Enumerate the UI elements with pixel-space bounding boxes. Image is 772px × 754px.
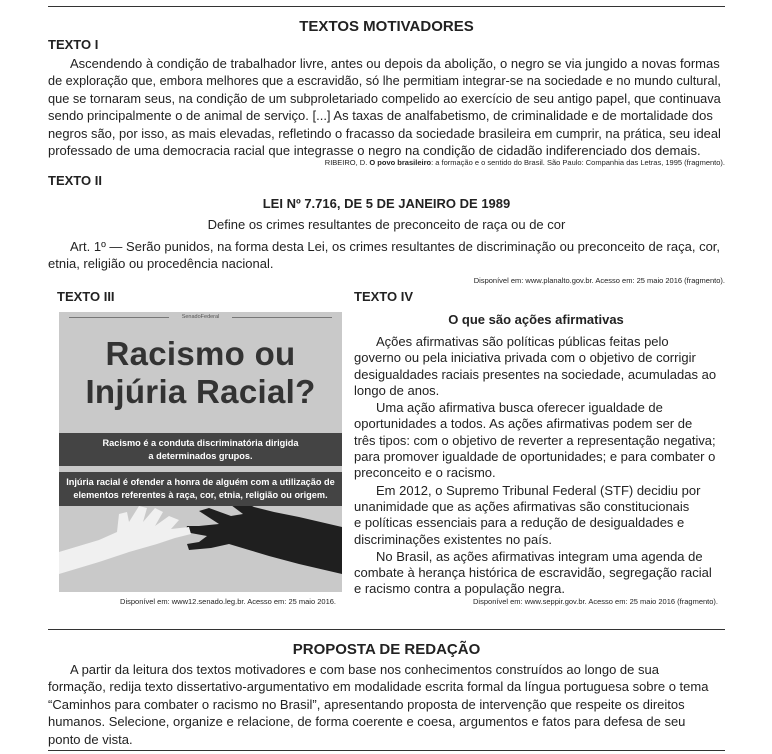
texto2-label: TEXTO II bbox=[48, 173, 102, 188]
poster-headline-1: Racismo ou bbox=[105, 335, 296, 372]
poster-band2-line: elementos referentes à raça, cor, etnia, religião ou origem. bbox=[73, 490, 328, 500]
texto1-body bbox=[48, 55, 725, 159]
texto4-label: TEXTO IV bbox=[354, 289, 413, 304]
texto4-paragraph bbox=[354, 549, 718, 598]
poster-injury-definition bbox=[59, 472, 342, 506]
texto4-paragraph bbox=[354, 483, 718, 548]
law-article bbox=[48, 238, 725, 273]
texto4-line: longo de anos. bbox=[354, 382, 440, 398]
proposta-line: ponto de vista. bbox=[48, 731, 133, 747]
proposta-rule bbox=[48, 629, 725, 630]
texto1-source-author: RIBEIRO, D. bbox=[324, 158, 370, 167]
texto4-line: para promover igualdade de oportunidades; e para combater o bbox=[354, 449, 716, 465]
texto4-line: Uma ação afirmativa busca oferecer igualdade de bbox=[376, 400, 663, 416]
texto4-line: Em 2012, o Supremo Tribunal Federal (STF) decidiu por bbox=[376, 482, 701, 498]
texto4-line: desigualdades raciais presentes na sociedade, acumuladas ao bbox=[354, 366, 717, 382]
texto1-line: de exploração que, embora melhores que a escravidão, só lhe permitiam integrar-se na sociedade e no mundo cultural, bbox=[48, 73, 721, 89]
proposta-line: “Caminhos para combater o racismo no Brasil”, apresentando proposta de intervenção que respeite os direitos bbox=[48, 696, 685, 712]
texto3-label: TEXTO III bbox=[57, 289, 115, 304]
bottom-rule bbox=[48, 750, 725, 751]
proposta-body bbox=[48, 661, 725, 748]
texto4-line: unanimidade que as ações afirmativas são constitucionais bbox=[354, 498, 690, 514]
poster-racism-definition bbox=[59, 433, 342, 466]
poster-band1-line: a determinados grupos. bbox=[148, 451, 253, 461]
proposta-title: PROPOSTA DE REDAÇÃO bbox=[292, 641, 481, 658]
texto1-label: TEXTO I bbox=[48, 37, 99, 52]
texto1-line: negros são, por isso, as mais elevadas, refletindo o fracasso da sociedade brasileira em cumprir, na prática, seu ideal bbox=[48, 125, 721, 141]
law-article-line: etnia, religião ou procedência nacional. bbox=[48, 256, 274, 272]
texto1-source-title: O povo brasileiro bbox=[369, 158, 432, 167]
texto4-title: O que são ações afirmativas bbox=[448, 312, 624, 327]
texto4-line: combate à herança histórica de escravidão, segregação racial bbox=[354, 565, 712, 581]
texto4-line: e racismo contra a população negra. bbox=[354, 581, 566, 597]
top-rule bbox=[48, 6, 725, 7]
texto1-line: que se tornaram seus, na condição de um subproletariado compelido ao exercício de seu antigo papel, que continuava bbox=[48, 90, 721, 106]
law-article-line: Art. 1º — Serão punidos, na forma desta Lei, os crimes resultantes de discriminação ou preconceito de raça, cor, bbox=[70, 239, 721, 254]
racism-poster bbox=[59, 312, 342, 592]
texto3-source: Disponível em: www12.senado.leg.br. Acesso em: 25 maio 2016. bbox=[120, 597, 336, 606]
texto1-source-rest: : a formação e o sentido do Brasil. São Paulo: Companhia das Letras, 1995 (fragmento). bbox=[431, 158, 725, 167]
texto4-line: governo ou pela iniciativa privada com o objetivo de corrigir bbox=[354, 350, 696, 366]
proposta-line: A partir da leitura dos textos motivadores e com base nos conhecimentos construídos ao longo de sua bbox=[70, 662, 659, 677]
texto4-paragraph bbox=[354, 400, 718, 481]
section-title: TEXTOS MOTIVADORES bbox=[299, 18, 474, 35]
poster-band2-line: Injúria racial é ofender a honra de alguém com a utilização de bbox=[66, 477, 335, 487]
texto4-line: discriminações existentes no país. bbox=[354, 531, 552, 547]
texto4-line: oportunidades a todos. As ações afirmativas podem ser de bbox=[354, 416, 693, 432]
texto4-line: preconceito e o racismo. bbox=[354, 465, 496, 481]
texto4-line: três tipos: com o objetivo de reverter a representação negativa; bbox=[354, 432, 716, 448]
law-title: LEI Nº 7.716, DE 5 DE JANEIRO DE 1989 bbox=[262, 196, 511, 211]
proposta-line: humanos. Selecione, organize e relacione, de forma coerente e coesa, argumentos e fatos para defesa de seu bbox=[48, 714, 686, 730]
poster-band1-line: Racismo é a conduta discriminatória dirigida bbox=[102, 438, 299, 448]
texto4-source: Disponível em: www.seppir.gov.br. Acesso em: 25 maio 2016 (fragmento). bbox=[473, 597, 718, 606]
texto4-body bbox=[354, 334, 718, 598]
texto4-line: e políticas essenciais para a redução de desigualdades e bbox=[354, 515, 685, 531]
poster-headline-2: Injúria Racial? bbox=[85, 373, 316, 410]
texto1-line: sendo principalmente o de animal de serviço. [...] As taxas de analfabetismo, de criminalidade e de mortalidade dos bbox=[48, 108, 713, 124]
law-subtitle: Define os crimes resultantes de preconceito de raça ou de cor bbox=[207, 217, 566, 232]
texto1-source bbox=[48, 158, 725, 167]
texto1-line: Ascendendo à condição de trabalhador livre, antes ou depois da abolição, o negro se via jungido a novas formas bbox=[70, 56, 720, 71]
senado-logo: SenadoFederal bbox=[181, 314, 220, 320]
texto4-paragraph bbox=[354, 334, 718, 399]
texto4-line: No Brasil, as ações afirmativas integram uma agenda de bbox=[376, 548, 703, 564]
texto4-line: Ações afirmativas são políticas públicas feitas pelo bbox=[376, 334, 669, 349]
texto2-source: Disponível em: www.planalto.gov.br. Acesso em: 25 maio 2016 (fragmento). bbox=[473, 276, 725, 285]
proposta-line: formação, redija texto dissertativo-argumentativo em modalidade escrita formal da língua portuguesa sobre o tema bbox=[48, 679, 709, 695]
texto1-line: professado de uma democracia racial que integrasse o negro na condição de cidadão indiferenciado dos demais. bbox=[48, 143, 701, 159]
